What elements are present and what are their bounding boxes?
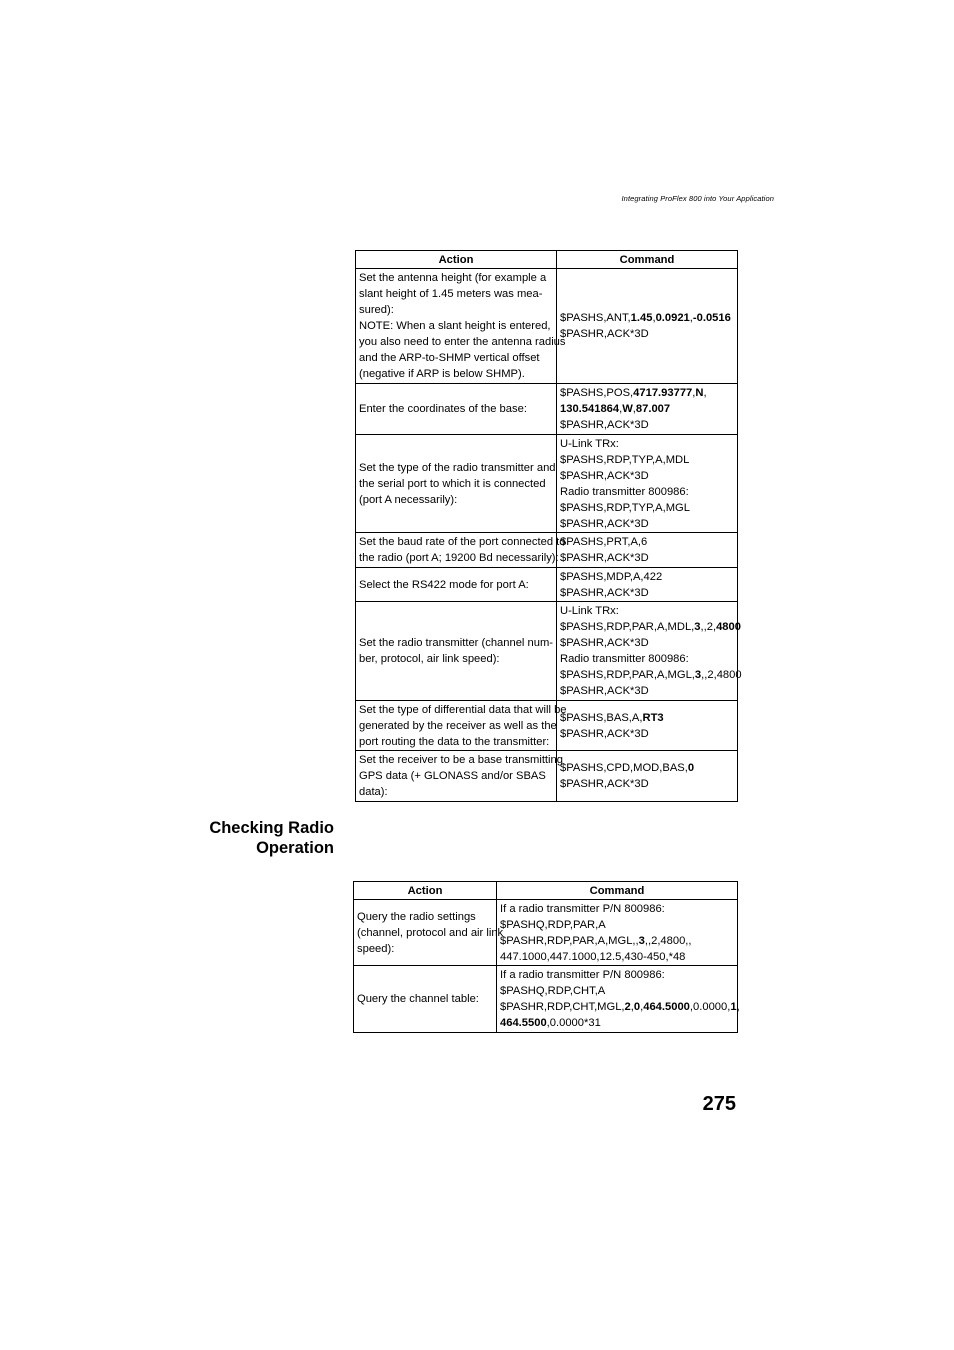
command-value-bold: RT3 bbox=[642, 711, 664, 724]
table-row bbox=[356, 533, 738, 568]
command-line bbox=[560, 417, 734, 433]
action-line: Enter the coordinates of the base: bbox=[359, 403, 527, 415]
command-line bbox=[560, 619, 741, 635]
action-line: Set the antenna height (for example a bbox=[359, 272, 547, 284]
command-text: Radio transmitter 800986: bbox=[560, 653, 689, 665]
command-value-bold: 3 bbox=[638, 934, 645, 947]
command-line bbox=[560, 500, 734, 516]
table-row bbox=[356, 602, 738, 701]
running-header: Integrating ProFlex 800 into Your Application bbox=[621, 194, 774, 203]
column-header-action: Action bbox=[354, 882, 497, 900]
command-cell bbox=[557, 751, 738, 802]
command-value-bold: 0 bbox=[633, 1001, 641, 1013]
command-line bbox=[560, 651, 734, 667]
command-text: Radio transmitter 800986: bbox=[560, 485, 689, 498]
table-header-row bbox=[356, 251, 738, 269]
command-text: $PASHR,ACK*3D bbox=[560, 727, 649, 740]
command-text: ,0.0000, bbox=[689, 1001, 731, 1013]
command-text: U-Link TRx: bbox=[560, 437, 619, 450]
action-line: Set the baud rate of the port connected to bbox=[359, 536, 566, 548]
command-value-bold: 4717.93777 bbox=[633, 387, 693, 399]
action-cell bbox=[356, 435, 557, 533]
table-row bbox=[356, 568, 738, 602]
command-cell bbox=[497, 966, 738, 1033]
command-line bbox=[500, 917, 734, 933]
action-line: Select the RS422 mode for port A: bbox=[359, 578, 529, 591]
command-value-bold: 3 bbox=[694, 621, 701, 633]
table-row bbox=[356, 751, 738, 802]
command-value-bold: 3 bbox=[694, 669, 702, 681]
command-text: $PASHR,ACK*3D bbox=[560, 328, 649, 340]
table-body bbox=[354, 900, 738, 1033]
command-cell bbox=[557, 533, 738, 568]
command-text: $PASHR,ACK*3D bbox=[560, 552, 649, 564]
action-line: (negative if ARP is below SHMP). bbox=[359, 368, 525, 380]
command-text: $PASHS,BAS,A, bbox=[560, 711, 643, 724]
action-cell bbox=[354, 900, 504, 966]
command-cell bbox=[557, 435, 738, 533]
action-cell bbox=[354, 966, 497, 1033]
section-heading-checking-radio-operation bbox=[209, 818, 334, 858]
command-line bbox=[560, 550, 734, 566]
command-line bbox=[560, 534, 734, 550]
command-line bbox=[560, 683, 734, 699]
table-row bbox=[354, 966, 738, 1033]
command-text: $PASHR,ACK*3D bbox=[560, 419, 649, 431]
command-line bbox=[500, 999, 740, 1015]
column-header-action: Action bbox=[356, 251, 557, 269]
command-line bbox=[560, 326, 734, 342]
command-line bbox=[560, 484, 734, 500]
table-header-row bbox=[354, 882, 738, 900]
command-text: , bbox=[630, 1001, 634, 1013]
command-text: $PASHR,RDP,CHT,MGL, bbox=[500, 1001, 625, 1013]
command-text: $PASHR,RDP,PAR,A,MGL,, bbox=[500, 934, 639, 947]
command-line bbox=[560, 569, 734, 585]
action-line: port routing the data to the transmitter: bbox=[359, 735, 550, 748]
command-cell bbox=[557, 701, 738, 751]
command-text: , bbox=[652, 312, 656, 324]
command-text: $PASHS,CPD,MOD,BAS, bbox=[560, 762, 688, 774]
command-text: $PASHQ,RDP,PAR,A bbox=[500, 918, 606, 931]
table-row bbox=[354, 900, 738, 966]
action-cell bbox=[356, 701, 567, 751]
section-heading-line: Checking Radio bbox=[209, 819, 334, 837]
action-line: slant height of 1.45 meters was mea- bbox=[359, 288, 543, 300]
column-header-command: Command bbox=[557, 251, 738, 269]
action-line: (channel, protocol and air link bbox=[357, 926, 504, 939]
command-text: ,,2, bbox=[700, 621, 717, 633]
command-text: $PASHS,RDP,TYP,A,MDL bbox=[560, 453, 690, 466]
command-text: , bbox=[736, 1001, 740, 1013]
table-row bbox=[356, 384, 738, 435]
command-text: $PASHR,ACK*3D bbox=[560, 778, 649, 790]
command-line bbox=[560, 401, 734, 417]
command-line bbox=[500, 1015, 734, 1031]
command-text: , bbox=[689, 312, 693, 324]
action-line: the serial port to which it is connected bbox=[359, 477, 546, 490]
command-text: ,,2,4800 bbox=[701, 669, 742, 681]
command-text: $PASHS,POS, bbox=[560, 387, 634, 399]
command-line bbox=[500, 933, 734, 949]
command-value-bold: 1 bbox=[730, 1001, 737, 1013]
command-line bbox=[560, 585, 734, 601]
command-text: $PASHQ,RDP,CHT,A bbox=[500, 985, 606, 997]
command-line bbox=[500, 901, 734, 917]
command-text: $PASHR,ACK*3D bbox=[560, 469, 649, 482]
command-line bbox=[560, 603, 734, 619]
command-text: $PASHS,PRT,A,6 bbox=[560, 536, 648, 548]
action-line: Set the type of the radio transmitter and bbox=[359, 461, 556, 474]
command-cell bbox=[557, 602, 742, 701]
action-line: you also need to enter the antenna radius bbox=[359, 336, 566, 348]
command-value-bold: 0.0921 bbox=[655, 312, 690, 324]
table-body bbox=[356, 269, 742, 802]
action-cell bbox=[356, 269, 566, 384]
command-text: U-Link TRx: bbox=[560, 605, 619, 617]
command-text: , bbox=[632, 403, 636, 415]
command-line bbox=[500, 983, 734, 999]
action-line: Set the receiver to be a base transmitting bbox=[359, 754, 563, 766]
command-text: , bbox=[703, 387, 707, 399]
command-text: $PASHR,ACK*3D bbox=[560, 517, 649, 530]
table-row bbox=[356, 701, 738, 751]
action-line: Query the radio settings bbox=[357, 910, 476, 923]
action-line: (port A necessarily): bbox=[359, 493, 458, 506]
command-line bbox=[560, 710, 734, 726]
command-value-bold: 1.45 bbox=[630, 312, 653, 324]
command-cell bbox=[497, 900, 738, 966]
command-value-bold: W bbox=[622, 403, 633, 415]
command-cell bbox=[557, 269, 738, 384]
action-line: generated by the receiver as well as the bbox=[359, 719, 557, 732]
action-line: Set the type of differential data that will be bbox=[359, 703, 567, 716]
action-line: sured): bbox=[359, 304, 394, 316]
command-text: $PASHS,MDP,A,422 bbox=[560, 570, 663, 583]
action-line: Query the channel table: bbox=[357, 993, 479, 1005]
action-cell bbox=[356, 384, 557, 435]
command-line bbox=[500, 967, 734, 983]
command-line bbox=[560, 516, 734, 532]
action-line: speed): bbox=[357, 942, 395, 955]
page-number: 275 bbox=[702, 1093, 736, 1115]
command-value-bold: -0.0516 bbox=[692, 312, 731, 324]
table-row bbox=[356, 269, 738, 384]
command-value-bold: 87.007 bbox=[635, 403, 671, 415]
action-line: Set the radio transmitter (channel num- bbox=[359, 637, 554, 649]
command-text: , bbox=[640, 1001, 644, 1013]
command-line bbox=[560, 468, 734, 484]
command-line bbox=[560, 726, 734, 742]
command-line bbox=[560, 436, 734, 452]
action-line: data): bbox=[359, 786, 388, 798]
command-line bbox=[560, 385, 734, 401]
command-value-bold: 0 bbox=[687, 762, 695, 774]
command-text: , bbox=[619, 403, 623, 415]
command-value-bold: N bbox=[695, 387, 704, 399]
column-header-command: Command bbox=[497, 882, 738, 900]
command-text: $PASHR,ACK*3D bbox=[560, 637, 649, 649]
command-cell bbox=[557, 568, 738, 602]
command-table-radio-check bbox=[353, 881, 738, 1033]
table-row bbox=[356, 435, 738, 533]
command-line bbox=[560, 667, 742, 683]
command-value-bold: 2 bbox=[624, 1001, 631, 1013]
command-text: If a radio transmitter P/N 800986: bbox=[500, 969, 665, 981]
action-line: and the ARP-to-SHMP vertical offset bbox=[359, 352, 540, 364]
command-text: $PASHS,RDP,PAR,A,MDL, bbox=[560, 621, 695, 633]
command-text: ,0.0000*31 bbox=[546, 1017, 601, 1029]
command-text: 447.1000,447.1000,12.5,430-450,*48 bbox=[500, 950, 686, 963]
action-line: ber, protocol, air link speed): bbox=[359, 653, 500, 665]
command-value-bold: 464.5000 bbox=[643, 1001, 690, 1013]
command-text: , bbox=[692, 387, 696, 399]
action-line: the radio (port A; 19200 Bd necessarily): bbox=[359, 552, 559, 564]
command-text: $PASHS,RDP,PAR,A,MGL, bbox=[560, 669, 695, 681]
action-cell bbox=[356, 533, 566, 568]
command-value-bold: 464.5500 bbox=[500, 1017, 547, 1029]
command-cell bbox=[557, 384, 738, 435]
command-text: $PASHS,ANT, bbox=[560, 312, 631, 324]
action-cell bbox=[356, 602, 557, 701]
action-cell bbox=[356, 751, 563, 802]
command-line bbox=[560, 760, 734, 776]
command-text: $PASHR,ACK*3D bbox=[560, 586, 649, 599]
action-line: NOTE: When a slant height is entered, bbox=[359, 320, 551, 332]
command-line bbox=[560, 635, 734, 651]
command-line bbox=[560, 310, 734, 326]
command-line bbox=[500, 949, 734, 965]
command-value-bold: 4800 bbox=[716, 621, 741, 633]
action-line: GPS data (+ GLONASS and/or SBAS bbox=[359, 770, 546, 782]
command-line bbox=[560, 452, 734, 468]
command-text: If a radio transmitter P/N 800986: bbox=[500, 902, 665, 915]
command-text: $PASHS,RDP,TYP,A,MGL bbox=[560, 501, 690, 514]
command-text: ,,2,4800,, bbox=[644, 934, 692, 947]
command-text: $PASHR,ACK*3D bbox=[560, 685, 649, 697]
command-line bbox=[560, 776, 734, 792]
section-heading-line: Operation bbox=[256, 839, 334, 857]
command-value-bold: 130.541864 bbox=[560, 403, 620, 415]
action-cell bbox=[356, 568, 557, 602]
command-table-setup bbox=[355, 250, 742, 802]
